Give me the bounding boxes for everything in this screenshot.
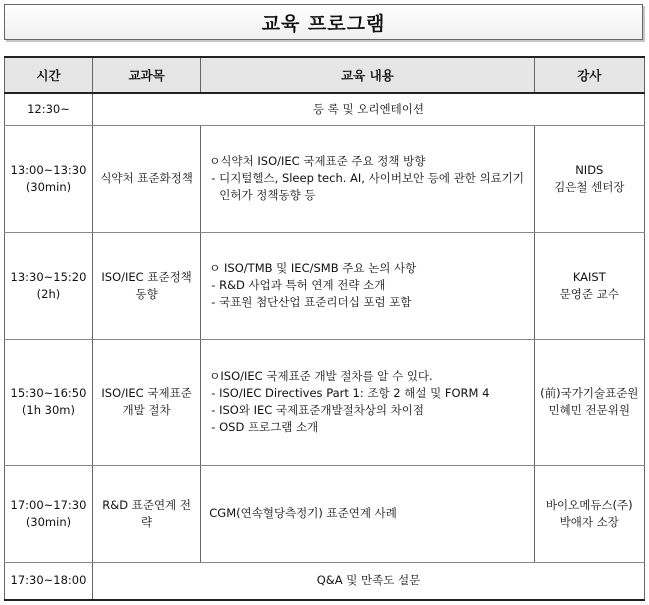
time-range: 17:00~17:30 — [10, 497, 87, 512]
time-cell — [5, 125, 93, 232]
table-header-row — [5, 57, 645, 93]
time-cell — [5, 232, 93, 339]
table-row — [5, 93, 645, 125]
lecturer-name: 민혜민 전문위원 — [548, 403, 630, 417]
content-sub: - 디지털헬스, Sleep tech. AI, 사이버보안 등에 관한 의료기기 인허가 정책동향 등 — [211, 171, 525, 202]
header-content: 교육 내용 — [201, 57, 534, 93]
time-cell: 12:30~ — [5, 93, 93, 125]
span-content-cell: Q&A 및 만족도 설문 — [92, 562, 644, 600]
program-title: 교육 프로그램 — [4, 4, 643, 40]
lecturer-org: KAIST — [572, 269, 606, 284]
span-content-cell: 등 록 및 오리엔테이션 — [92, 93, 644, 125]
content-sub: - ISO/IEC Directives Part 1: 조항 2 해설 및 FORM 4 — [211, 386, 490, 400]
content-main: ㅇ식약처 ISO/IEC 국제표준 주요 정책 방향 — [209, 154, 426, 168]
content-cell — [201, 125, 534, 232]
header-subject: 교과목 — [92, 57, 200, 93]
table-row — [5, 562, 645, 600]
lecturer-name: 박애자 소장 — [559, 514, 619, 529]
lecturer-cell — [534, 232, 644, 339]
lecturer-cell — [534, 465, 644, 562]
lecturer-cell — [534, 125, 644, 232]
time-range: 13:30~15:20 — [10, 269, 87, 284]
time-duration: (1h 30m) — [21, 403, 75, 417]
content-main: CGM(연속혈당측정기) 표준연계 사례 — [209, 506, 397, 520]
lecturer-name: 문영준 교수 — [559, 286, 619, 301]
lecturer-org: NIDS — [575, 162, 604, 177]
content-main: ㅇ ISO/TMB 및 IEC/SMB 주요 논의 사항 — [209, 261, 417, 275]
time-duration: (30min) — [25, 514, 72, 529]
table-row — [5, 465, 645, 562]
content-sub: - R&D 사업과 특허 연계 전략 소개 — [211, 278, 386, 292]
time-duration: (30min) — [25, 179, 72, 194]
time-range: 15:30~16:50 — [10, 386, 87, 400]
subject-cell: ISO/IEC 국제표준개발 절차 — [92, 339, 200, 465]
table-row — [5, 339, 645, 465]
header-lecturer: 강사 — [534, 57, 644, 93]
time-duration: (2h) — [36, 286, 61, 301]
lecturer-org: (前)국가기술표준원 — [540, 386, 639, 400]
time-cell — [5, 465, 93, 562]
content-sub: - OSD 프로그램 소개 — [211, 420, 319, 434]
content-sub: - 국표원 첨단산업 표준리더십 포럼 포함 — [211, 295, 412, 309]
time-cell — [5, 339, 93, 465]
content-cell — [201, 232, 534, 339]
subject-cell: R&D 표준연계 전략 — [92, 465, 200, 562]
table-row — [5, 125, 645, 232]
schedule-table — [4, 56, 645, 601]
content-main: ㅇISO/IEC 국제표준 개발 절차를 알 수 있다. — [209, 369, 433, 383]
lecturer-cell — [534, 339, 644, 465]
subject-cell: ISO/IEC 표준정책 동향 — [92, 232, 200, 339]
header-time: 시간 — [5, 57, 93, 93]
lecturer-org: 바이오메듀스(주) — [545, 497, 633, 512]
time-cell: 17:30~18:00 — [5, 562, 93, 600]
content-cell — [201, 339, 534, 465]
content-cell — [201, 465, 534, 562]
lecturer-name: 김은철 센터장 — [554, 179, 625, 194]
table-row — [5, 232, 645, 339]
content-sub: - ISO와 IEC 국제표준개발절차상의 차이점 — [211, 403, 425, 417]
time-range: 13:00~13:30 — [10, 162, 87, 177]
subject-cell: 식약처 표준화정책 — [92, 125, 200, 232]
